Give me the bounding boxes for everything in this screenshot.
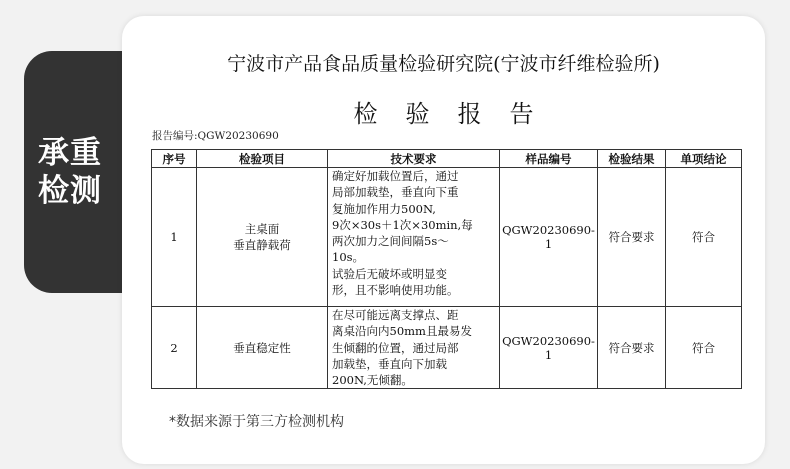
req-line: 加载垫，垂直向下加载 xyxy=(332,356,447,371)
side-tab-line-1: 承重 xyxy=(38,135,102,171)
header-requirement: 技术要求 xyxy=(328,150,500,168)
req-line: 复施加作用力500N, xyxy=(332,201,436,216)
cell-no: 1 xyxy=(152,168,197,307)
cell-conclusion: 符合 xyxy=(666,168,742,307)
side-tab-line-2: 检测 xyxy=(38,173,102,209)
cell-result: 符合要求 xyxy=(598,307,666,389)
cell-item xyxy=(197,307,328,389)
cell-item xyxy=(197,168,328,307)
req-line: 试验后无破坏或明显变 xyxy=(332,266,447,281)
req-line: 200N,无倾翻。 xyxy=(332,373,413,388)
req-line: 9次×30s＋1次×30min,每 xyxy=(332,217,473,232)
side-tab-text xyxy=(38,134,102,210)
cell-requirement xyxy=(328,307,500,389)
item-line: 垂直静载荷 xyxy=(233,238,291,252)
report-number: 报告编号:QGW20230690 xyxy=(152,130,279,142)
req-line: 两次加力之间间隔5s～ xyxy=(332,234,449,249)
header-item: 检验项目 xyxy=(197,150,328,168)
req-line: 确定好加载位置后，通过 xyxy=(332,169,459,183)
institute-name: 宁波市产品食品质量检验研究院(宁波市纤维检验所) xyxy=(227,53,660,75)
table-header-row xyxy=(152,150,742,168)
req-line: 局部加载垫，垂直向下重 xyxy=(332,185,459,200)
report-card xyxy=(122,16,765,464)
header-sample: 样品编号 xyxy=(500,150,598,168)
req-line: 10s。 xyxy=(332,250,365,265)
cell-sample: QGW20230690-1 xyxy=(500,307,598,389)
req-line: 离桌沿向内50mm且最易发 xyxy=(332,324,472,339)
cell-result: 符合要求 xyxy=(598,168,666,307)
side-tab xyxy=(24,51,128,293)
cell-conclusion: 符合 xyxy=(666,307,742,389)
document-title: 检验报告 xyxy=(353,100,562,128)
header-conclusion: 单项结论 xyxy=(666,150,742,168)
inspection-table xyxy=(151,149,742,389)
table-row xyxy=(152,168,742,307)
header-no: 序号 xyxy=(152,150,197,168)
req-line: 形，且不影响使用功能。 xyxy=(332,283,459,298)
cell-sample: QGW20230690-1 xyxy=(500,168,598,307)
req-line: 生倾翻的位置，通过局部 xyxy=(332,340,459,355)
cell-requirement xyxy=(328,168,500,307)
req-line: 在尽可能远离支撑点、距 xyxy=(332,308,459,322)
table-row xyxy=(152,307,742,389)
header-result: 检验结果 xyxy=(598,150,666,168)
item-line: 垂直稳定性 xyxy=(233,340,291,355)
data-source-footnote: *数据来源于第三方检测机构 xyxy=(169,414,344,430)
cell-no: 2 xyxy=(152,307,197,389)
item-line: 主桌面 xyxy=(244,222,280,236)
